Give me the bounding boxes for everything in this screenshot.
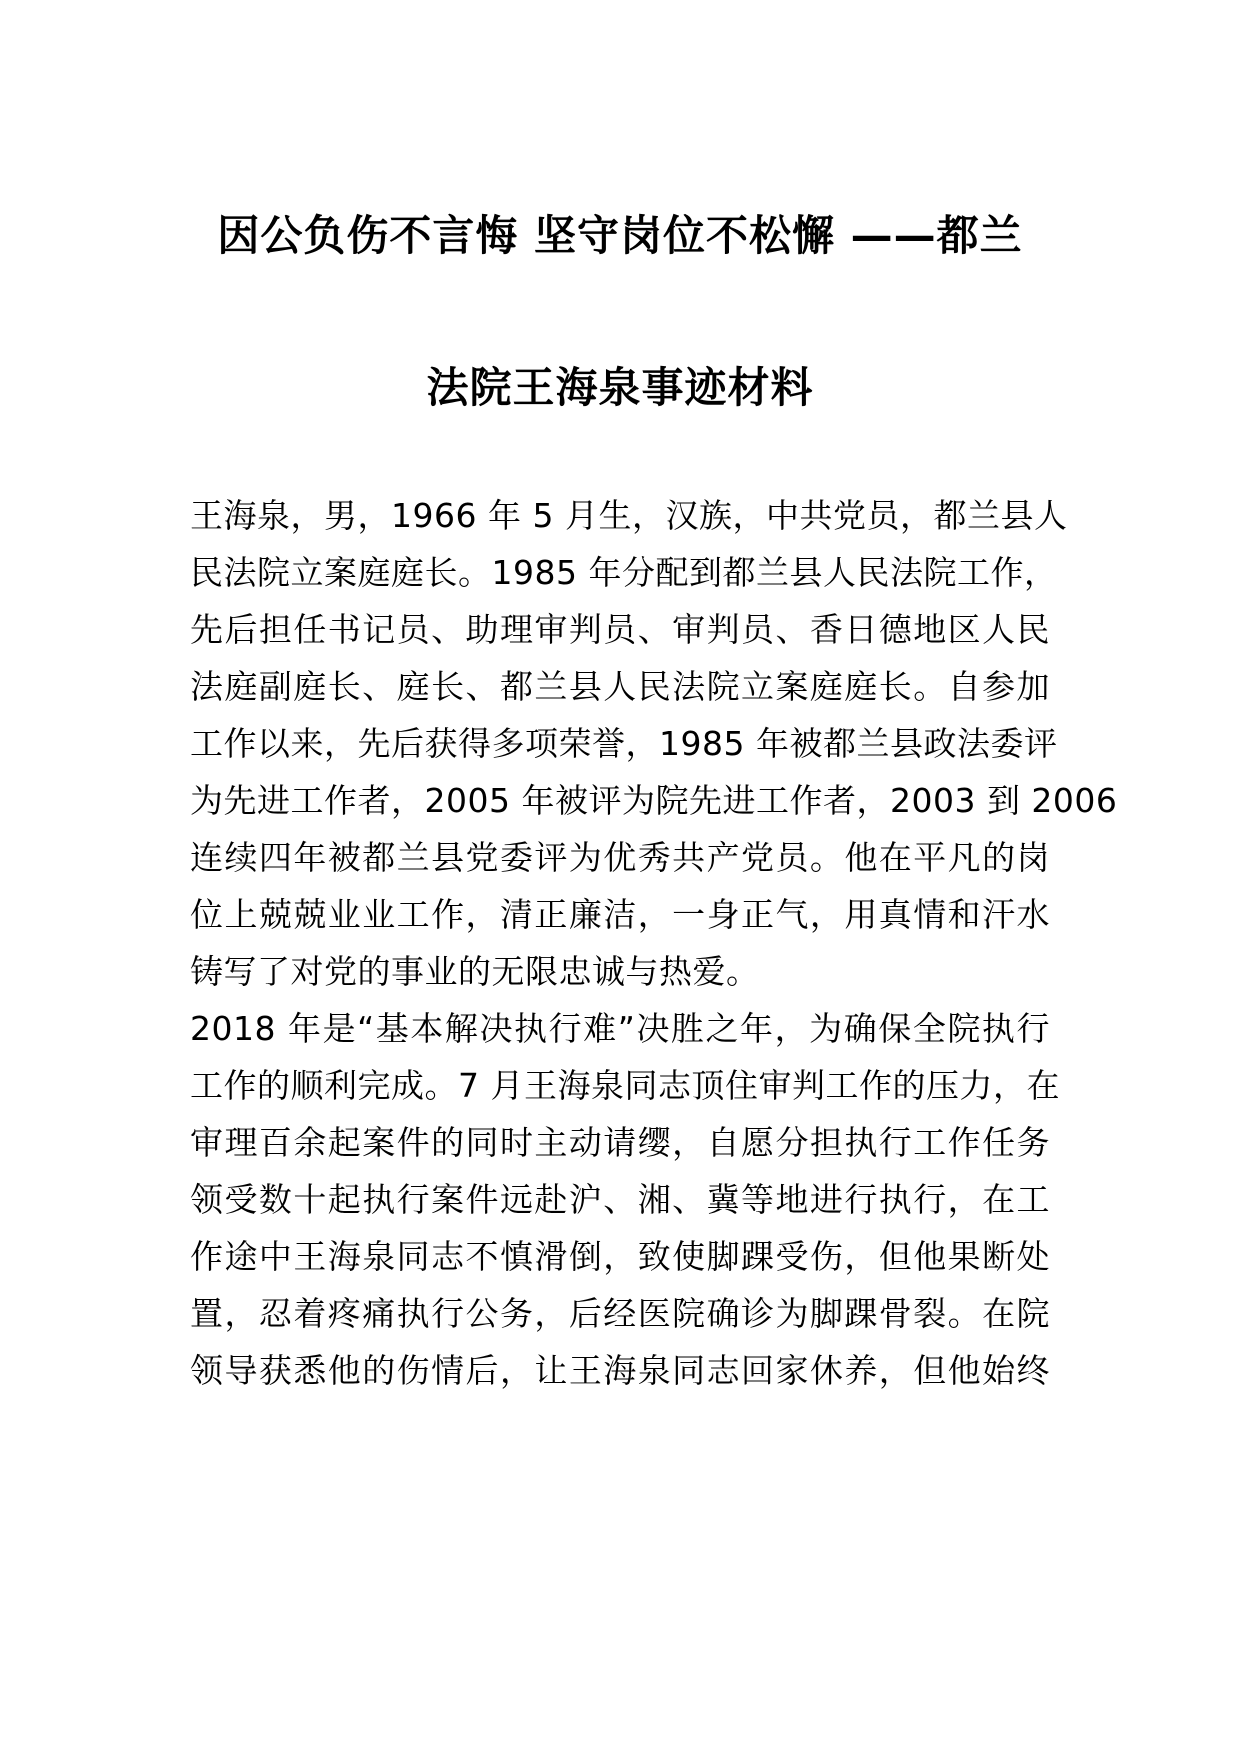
document-title-line-2: 法院王海泉事迹材料 [426, 363, 814, 412]
body-text-line: 审理百余起案件的同时主动请缨，自愿分担执行工作任务 [190, 1123, 1050, 1162]
body-text-line: 2018 年是“基本解决执行难”决胜之年，为确保全院执行 [190, 1009, 1050, 1048]
body-text-line: 位上兢兢业业工作，清正廉洁，一身正气，用真情和汗水 [190, 895, 1050, 934]
body-text-line: 法庭副庭长、庭长、都兰县人民法院立案庭庭长。自参加 [190, 667, 1050, 706]
body-text-line: 作途中王海泉同志不慎滑倒，致使脚踝受伤，但他果断处 [190, 1237, 1050, 1276]
body-text-line: 民法院立案庭庭长。1985 年分配到都兰县人民法院工作， [190, 553, 1058, 592]
body-text-line: 置，忍着疼痛执行公务，后经医院确诊为脚踝骨裂。在院 [190, 1294, 1050, 1333]
body-text-line: 铸写了对党的事业的无限忠诚与热爱。 [190, 952, 760, 991]
body-text-line: 领导获悉他的伤情后，让王海泉同志回家休养，但他始终 [190, 1351, 1050, 1390]
body-text-line: 为先进工作者，2005 年被评为院先进工作者，2003 到 2006 [190, 781, 1118, 820]
body-text-line: 工作以来，先后获得多项荣誉，1985 年被都兰县政法委评 [190, 724, 1058, 763]
body-text-line: 连续四年被都兰县党委评为优秀共产党员。他在平凡的岗 [190, 838, 1050, 877]
document-title-line-1: 因公负伤不言悔 坚守岗位不松懈 ——都兰 [217, 211, 1023, 260]
body-text-line: 领受数十起执行案件远赴沪、湘、冀等地进行执行，在工 [190, 1180, 1050, 1219]
body-text-line: 王海泉，男，1966 年 5 月生，汉族，中共党员，都兰县人 [190, 496, 1068, 535]
body-text-line: 工作的顺利完成。7 月王海泉同志顶住审判工作的压力，在 [190, 1066, 1060, 1105]
body-text-line: 先后担任书记员、助理审判员、审判员、香日德地区人民 [190, 610, 1050, 649]
